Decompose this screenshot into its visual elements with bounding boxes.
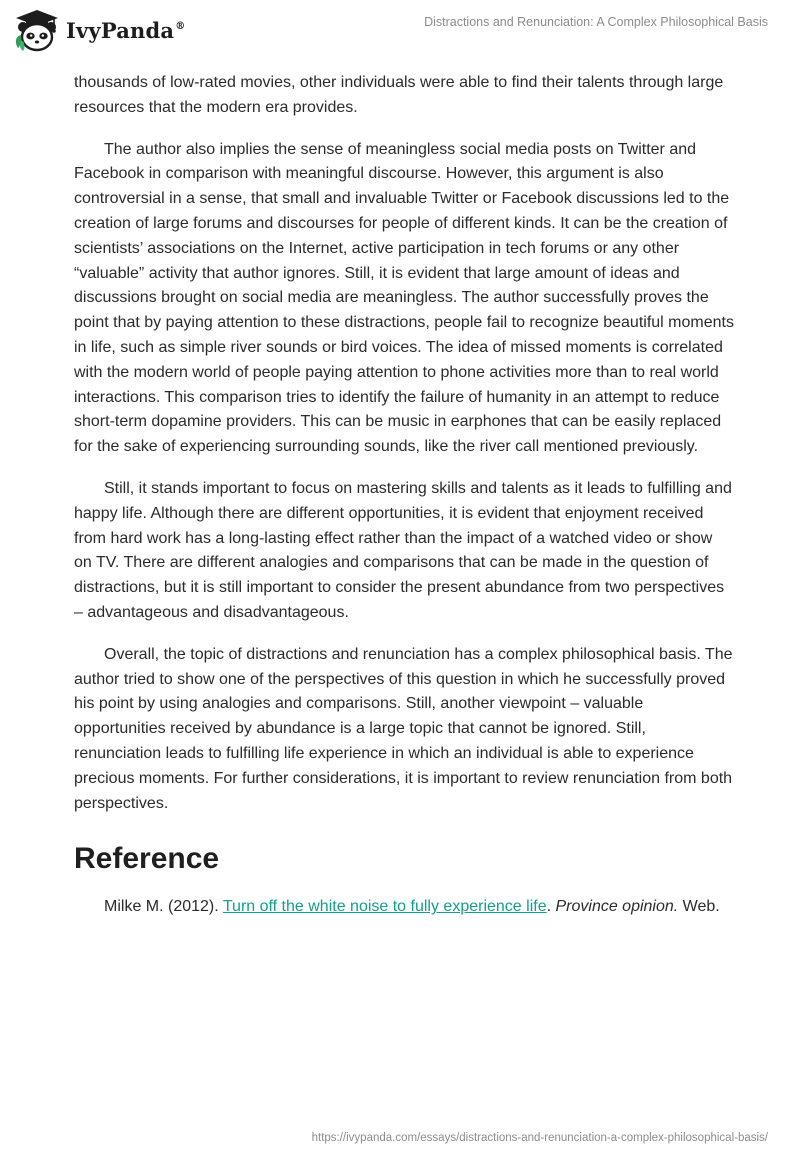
reference-medium: Web. — [678, 898, 720, 916]
essay-body — [74, 71, 734, 920]
panda-graduate-icon — [14, 8, 60, 52]
reference-entry — [74, 895, 734, 920]
footer-url[interactable]: https://ivypanda.com/essays/distractions-and-renunciation-a-complex-philosophical-basis/ — [311, 1132, 768, 1144]
reference-heading: Reference — [74, 842, 220, 876]
reference-after-link: . — [546, 898, 556, 916]
paragraph-conclusion: Overall, the topic of distractions and renunciation has a complex philosophical basis. The author tried to show one of the perspectives of this question in which he successfully proved his point by using analogies and comparisons. Still, another viewpoint – valuable opportunities received by abundance is a large topic that cannot be ignored. Still, renunciation leads to fulfilling life experience in which an individual is able to experience precious moments. For further considerations, it is important to review renunciation from both perspectives. — [74, 645, 733, 812]
registered-mark: ® — [175, 20, 186, 32]
reference-author-date: Milke M. (2012). — [104, 898, 223, 916]
brand-name: IvyPanda® — [66, 17, 186, 43]
paragraph-social-media: The author also implies the sense of meaningless social media posts on Twitter and Facebook in comparison with meaningful discourse. However, this argument is also controversial in a sense, that small and invaluable Twitter or Facebook discussions led to the creation of large forums and discourses for people of different kinds. It can be the creation of scientists’ associations on the Internet, active participation in tech forums or any other “valuable” activity that author ignores. Still, it is evident that large amount of ideas and discussions brought on social media are meaningless. The author successfully proves the point that by paying attention to these distractions, people fail to recognize beautiful moments in life, such as simple river sounds or bird voices. The idea of missed moments is correlated with the modern world of people paying attention to phone activities more than to real world interactions. This comparison tries to identify the failure of humanity in an attempt to reduce short-term dopamine providers. This can be music in earphones that can be easily replaced for the sake of experiencing surrounding sounds, like the river call mentioned previously. — [74, 140, 734, 456]
ivypanda-logo[interactable] — [14, 8, 185, 52]
reference-link[interactable]: Turn off the white noise to fully experience life — [222, 898, 547, 916]
page-header — [0, 0, 800, 70]
document-title: Distractions and Renunciation: A Complex Philosophical Basis — [424, 15, 768, 29]
paragraph-skills: Still, it stands important to focus on mastering skills and talents as it leads to fulfilling and happy life. Although there are different opportunities, it is evident that enjoyment received from hard work has a long-lasting effect rather than the impact of a watched video or show on TV. There are different analogies and comparisons that can be made in the question of distractions, but it is still important to consider the present abundance from two perspectives – advantageous and disadvantageous. — [74, 479, 732, 621]
reference-source: Province opinion. — [555, 898, 679, 916]
paragraph-continued: thousands of low-rated movies, other individuals were able to find their talents through large resources that the modern era provides. — [74, 74, 724, 116]
